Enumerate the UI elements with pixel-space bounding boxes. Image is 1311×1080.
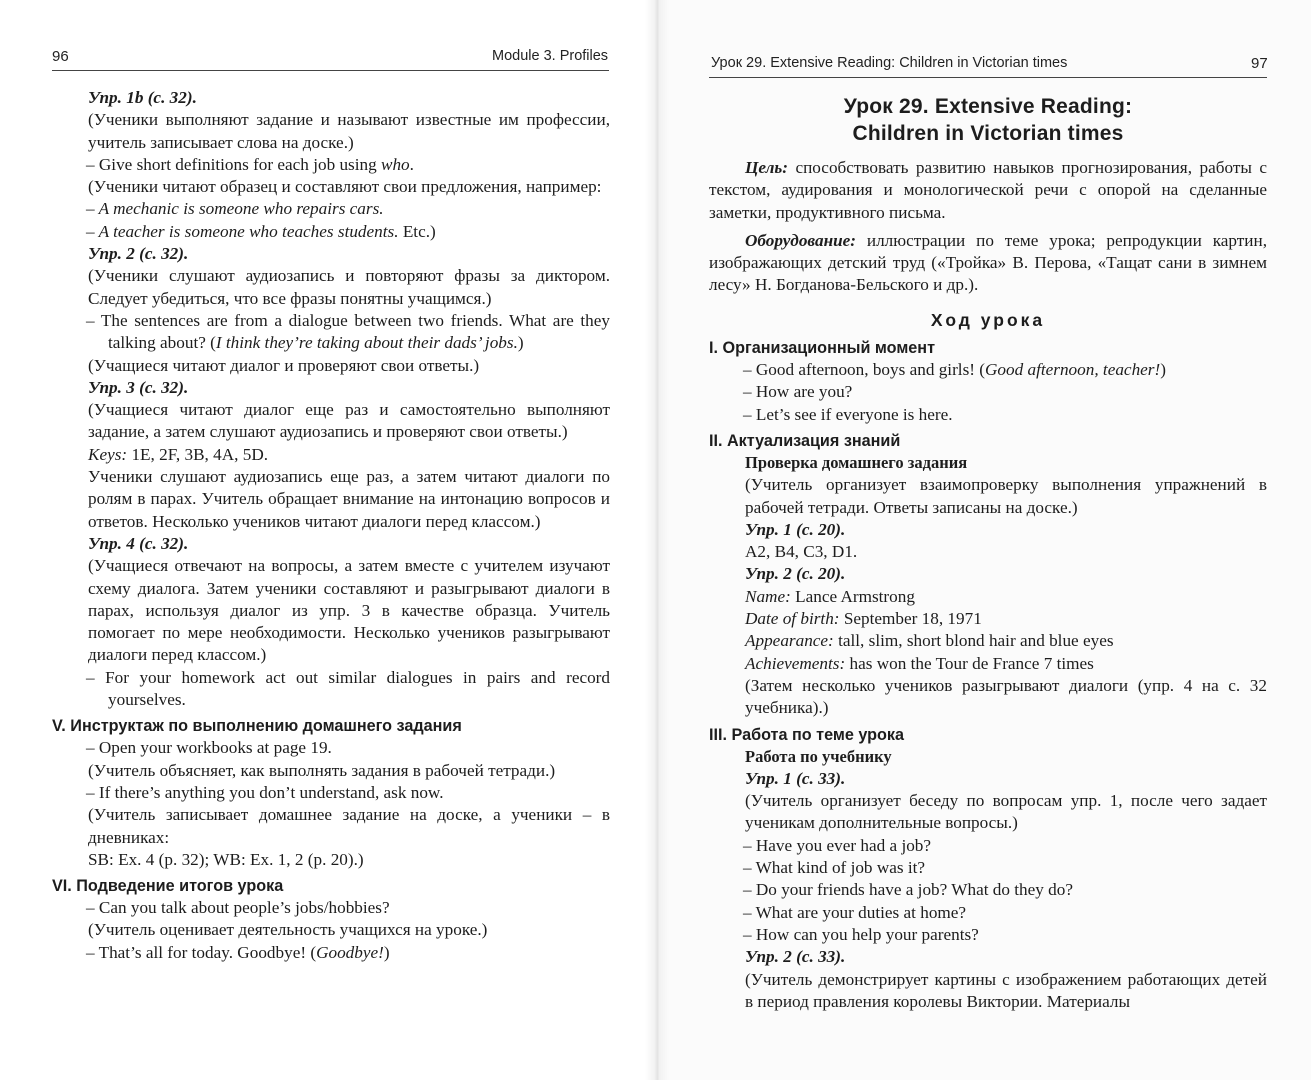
line-text: (Ученики читают образец и составляют свои предложения, например: — [88, 177, 602, 197]
line-label: Appearance: — [745, 631, 834, 651]
dialogue-line — [709, 404, 1267, 426]
dialogue-line — [709, 359, 1267, 381]
line-text: A2, B4, C3, D1. — [745, 542, 858, 562]
dialogue-line — [709, 879, 1267, 901]
dialogue-line — [52, 667, 610, 712]
line-tail: Etc.) — [398, 221, 436, 241]
line-text: – Good afternoon, boys and girls! ( — [743, 360, 986, 380]
right-page-body — [709, 93, 1267, 1013]
line-text: tall, slim, short blond hair and blue eyes — [833, 631, 1114, 651]
line-text: – Open your workbooks at page 19. — [86, 738, 332, 758]
paragraph — [52, 919, 610, 941]
line-text: III. Работа по теме урока — [709, 725, 905, 744]
paragraph — [52, 265, 610, 310]
line-text: I. Организационный момент — [709, 339, 936, 358]
line-text: (Ученики слушают аудиозапись и повторяют фразы за диктором. Следует убедиться, что все фразы понятны учащимся.) — [88, 266, 610, 308]
lesson-goal — [709, 157, 1267, 224]
line-text: Проверка домашнего задания — [745, 452, 968, 472]
line-label: Name: — [745, 586, 791, 606]
paragraph — [52, 355, 610, 377]
line-text: – A mechanic is someone who repairs cars. — [86, 199, 384, 219]
line-label: Achievements: — [745, 653, 846, 673]
dialogue-line — [52, 897, 610, 919]
line-label: Date of birth: — [745, 609, 840, 629]
left-page-body — [52, 87, 610, 964]
page-number: 97 — [1251, 55, 1268, 72]
exercise-heading — [52, 243, 610, 265]
page-number: 96 — [52, 48, 69, 65]
example-line — [52, 221, 610, 243]
dialogue-line — [52, 154, 610, 176]
paragraph — [52, 176, 610, 198]
line-text: – How are you? — [743, 382, 853, 402]
paragraph — [52, 804, 610, 849]
line-text: Упр. 1 (с. 20). — [745, 519, 846, 539]
exercise-heading — [709, 563, 1267, 585]
line-text: Упр. 1b (с. 32). — [88, 88, 197, 107]
line-text: (Учитель оценивает деятельность учащихся на уроке.) — [88, 920, 488, 940]
section-heading — [52, 715, 610, 737]
dialogue-line — [52, 782, 610, 804]
paragraph — [52, 555, 610, 666]
line-text: II. Актуализация знаний — [709, 431, 901, 450]
section-heading — [52, 875, 610, 897]
line-text: – What kind of job was it? — [743, 858, 926, 878]
paragraph — [709, 969, 1267, 1014]
paragraph — [709, 541, 1267, 563]
running-head: Урок 29. Extensive Reading: Children in Victorian times — [711, 55, 1068, 71]
line-text: (Затем несколько учеников разыгрывают диалоги (упр. 4 на с. 32 учебника).) — [745, 675, 1267, 718]
goal-text: способствовать развитию навыков прогнозирования, работы с текстом, аудирования и монологической речи с опорой на сделанные заметки, продуктивного письма. — [709, 158, 1267, 222]
labeled-line — [52, 444, 610, 466]
running-head: Module 3. Profiles — [492, 48, 609, 64]
paragraph — [52, 760, 610, 782]
header-rule — [52, 70, 609, 71]
line-text: has won the Tour de France 7 times — [845, 653, 1094, 673]
exercise-heading — [52, 533, 610, 555]
line-text: – How can you help your parents? — [743, 924, 979, 944]
italic-text: Goodbye! — [316, 942, 384, 962]
goal-label: Цель: — [745, 158, 788, 177]
line-text: – Can you talk about people’s jobs/hobbies? — [86, 898, 390, 918]
paragraph — [52, 466, 610, 533]
example-line — [52, 198, 610, 220]
italic-text: Good afternoon, teacher! — [985, 360, 1161, 380]
dialogue-line — [709, 902, 1267, 924]
line-tail: . — [409, 154, 414, 174]
line-text: Упр. 1 (с. 33). — [745, 768, 846, 788]
paragraph — [709, 675, 1267, 720]
line-text: – Do your friends have a job? What do they do? — [743, 880, 1073, 900]
italic-text: I think they’re taking about their dads’ jobs. — [215, 333, 518, 353]
line-text: 1E, 2F, 3B, 4A, 5D. — [127, 444, 269, 464]
line-text: – If there’s anything you don’t understand, ask now. — [86, 782, 444, 802]
paragraph — [52, 399, 610, 444]
dialogue-line — [52, 942, 610, 964]
line-text: (Учитель организует беседу по вопросам упр. 1, после чего задает ученикам дополнительные вопросы.) — [745, 791, 1267, 833]
right-page-blocks — [709, 337, 1267, 1013]
lesson-title-line: Урок 29. Extensive Reading: — [843, 95, 1133, 118]
line-text: Работа по учебнику — [745, 746, 892, 766]
line-text: Упр. 4 (с. 32). — [88, 533, 189, 553]
line-text: VI. Подведение итогов урока — [52, 877, 284, 896]
line-text: SB: Ex. 4 (p. 32); WB: Ex. 1, 2 (p. 20).) — [88, 849, 364, 869]
line-tail: ) — [1160, 360, 1166, 380]
italic-text: who — [381, 154, 410, 174]
line-text: Упр. 2 (с. 20). — [745, 564, 846, 584]
line-text: – Give short definitions for each job using — [86, 154, 381, 174]
line-text: Lance Armstrong — [790, 586, 915, 606]
exercise-heading — [709, 519, 1267, 541]
line-text: (Учитель организует взаимопроверку выполнения упражнений в рабочей тетради. Ответы записаны на доске.) — [745, 475, 1267, 517]
labeled-line — [709, 653, 1267, 675]
paragraph — [52, 109, 610, 154]
paragraph — [709, 474, 1267, 519]
line-text: (Ученики выполняют задание и называют известные им профессии, учитель записывает слова на доске.) — [88, 110, 610, 152]
lesson-title-line: Children in Victorian times — [852, 122, 1124, 145]
section-heading — [709, 724, 1267, 746]
exercise-heading — [709, 768, 1267, 790]
line-text: (Учитель демонстрирует картины с изображением работающих детей в период правления королевы Виктории. Материалы — [745, 969, 1267, 1011]
dialogue-line — [709, 924, 1267, 946]
section-heading — [709, 337, 1267, 359]
left-page — [0, 0, 655, 1080]
equipment-label: Оборудование: — [745, 230, 857, 250]
line-text: – Have you ever had a job? — [743, 835, 932, 855]
equipment-text: иллюстрации по теме урока; репродукции картин, изображающих детский труд («Тройка» В. Перова, «Тащат сани в зимнем лесу» Н. Богданова-Бельского и др.). — [709, 230, 1267, 295]
line-text: Упр. 3 (с. 32). — [88, 377, 189, 397]
paragraph — [52, 849, 610, 871]
line-text: – Let’s see if everyone is here. — [743, 404, 953, 424]
section-heading — [709, 430, 1267, 452]
line-text: September 18, 1971 — [839, 609, 982, 629]
line-label: Keys: — [88, 444, 128, 464]
line-text: (Учитель записывает домашнее задание на доске, а ученики – в дневниках: — [88, 805, 610, 847]
line-text: – That’s all for today. Goodbye! ( — [86, 942, 317, 962]
exercise-heading — [52, 377, 610, 399]
labeled-line — [709, 586, 1267, 608]
subsection-heading — [709, 452, 1267, 474]
dialogue-line — [52, 737, 610, 759]
line-text: (Учащиеся читают диалог еще раз и самостоятельно выполняют задание, а затем слушают аудиозапись и проверяют свои ответы.) — [88, 400, 610, 442]
subsection-heading — [709, 746, 1267, 768]
paragraph — [709, 790, 1267, 835]
exercise-heading — [52, 87, 610, 109]
course-heading: Ход урока — [930, 309, 1046, 330]
line-text: (Учащиеся читают диалог и проверяют свои ответы.) — [88, 355, 480, 375]
dialogue-line — [709, 381, 1267, 403]
labeled-line — [709, 630, 1267, 652]
line-text: Ученики слушают аудиозапись еще раз, а затем читают диалоги по ролям в парах. Учитель обращает внимание на интонацию вопросов и ответов. Несколько учеников читают диалоги перед классом.) — [88, 467, 610, 531]
line-text: (Учитель объясняет, как выполнять задания в рабочей тетради.) — [88, 760, 556, 780]
line-text: Упр. 2 (с. 33). — [745, 947, 846, 967]
line-text: (Учащиеся отвечают на вопросы, а затем вместе с учителем изучают схему диалога. Затем ученики составляют и разыгрывают диалоги в парах, используя диалог из упр. 3 в качестве образца. Учитель помогает по мере необходимости. Несколько учеников разыгрывают диалоги перед классом.) — [88, 556, 610, 665]
header-rule — [709, 77, 1267, 78]
line-tail: ) — [383, 942, 390, 962]
dialogue-line — [709, 857, 1267, 879]
lesson-equipment — [709, 230, 1267, 297]
lesson-title — [709, 93, 1267, 147]
line-text: – What are your duties at home? — [743, 902, 967, 922]
exercise-heading — [709, 946, 1267, 968]
line-text: V. Инструктаж по выполнению домашнего задания — [52, 717, 462, 736]
line-tail: ) — [517, 333, 524, 353]
line-text: Упр. 2 (с. 32). — [88, 244, 189, 264]
right-page — [655, 0, 1311, 1080]
dialogue-line — [52, 310, 610, 355]
dialogue-line — [709, 835, 1267, 857]
line-text: – For your homework act out similar dialogues in pairs and record yourselves. — [86, 667, 610, 710]
labeled-line — [709, 608, 1267, 630]
line-text: – A teacher is someone who teaches students. — [86, 221, 399, 241]
line-text: – The sentences are from a dialogue between two friends. What are they talking about? ( — [86, 310, 610, 353]
